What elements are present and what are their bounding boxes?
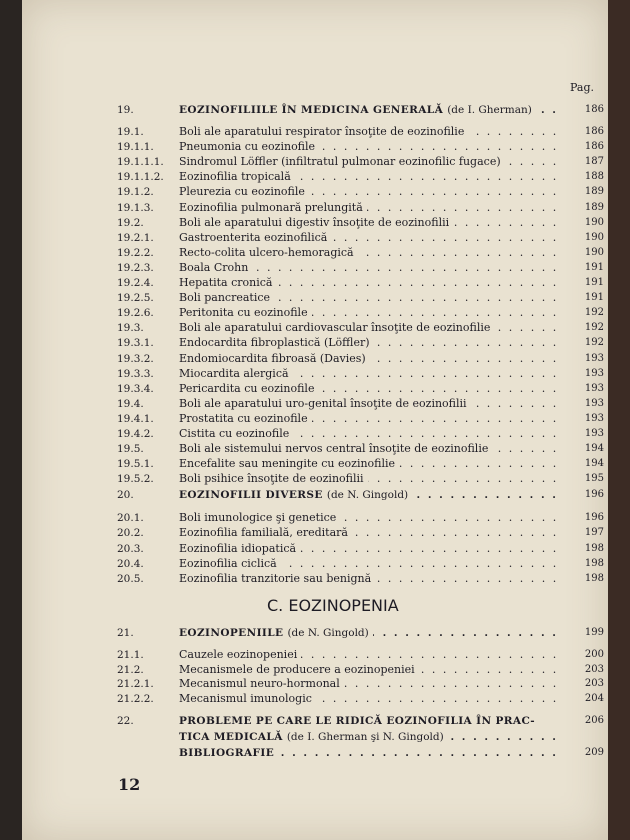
toc-entry [117,571,604,587]
toc-entry [117,184,604,200]
entry-title: Eozinofilia tropicală [179,170,295,183]
entry-title: Miocardita alergică [179,367,293,380]
page-number: 193 [584,428,604,439]
toc-entry [117,139,604,155]
page-number: 203 [584,678,604,689]
entry-number: 21.2.2. [117,692,154,705]
toc-entry [117,245,604,261]
page-number: 197 [584,527,604,539]
entry-title: Eozinofilia pulmonară prelungită [179,201,367,214]
toc-entry [117,169,604,185]
entry-title: Pleurezia cu eozinofile [179,185,309,198]
section-heading: C. EOZINOPENIA [267,596,399,615]
chapter-title-line1: PROBLEME PE CARE LE RIDICĂ EOZINOFILIA ÎN PRAC- [179,715,535,727]
page-number: 189 [584,201,604,213]
entry-title: Peritonita cu eozinofile [179,306,312,319]
toc-entry [117,556,604,572]
entry-title: Eozinofilia ciclică [179,557,281,570]
chapter-number: 20. [117,489,134,501]
entry-title: Pericardita cu eozinofile [179,382,318,395]
toc-entry [117,215,604,231]
toc-entry [117,154,604,170]
bibliography-title: BIBLIOGRAFIE [179,747,278,759]
entry-number: 21.2. [117,663,144,676]
toc-entry [117,541,604,557]
page-number: 200 [584,649,604,660]
toc-chapter-21 [117,625,604,641]
entry-title: Encefalite sau meningite cu eozinofilie [179,457,399,470]
entry-title: Boli imunologice şi genetice [179,511,340,524]
entry-title: Boala Crohn [179,261,252,274]
entry-title: Boli ale sistemului nervos central însoţite de eozinofilie [179,442,492,455]
page-number: 196 [584,512,604,523]
toc-entry [117,396,604,412]
entry-number: 19.5. [117,443,144,456]
entry-title: Boli ale aparatului uro-genital însoţite de eozinofilii [179,397,471,410]
toc-chapter-22 [117,713,604,745]
toc-entry [117,471,604,487]
entry-number: 19.1.1.2. [117,171,164,184]
entry-number: 19.4. [117,397,144,410]
entry-title: Eozinofilia tranzitorie sau benignă [179,572,375,585]
page-number: 195 [584,473,604,485]
entry-title: Gastroenterita eozinofilică [179,231,331,244]
page-number: 198 [584,542,604,554]
toc-entry [117,200,604,216]
page-number: 191 [584,292,604,304]
entry-number: 19.3. [117,322,144,335]
toc-entry [117,290,604,306]
toc-bibliography [117,745,604,761]
page-number: 198 [584,557,604,569]
chapter-author: (de N. Gingold) [326,489,409,501]
entry-number: 19.1.1.1. [117,156,164,169]
page-number: 186 [584,126,604,137]
page-number: 192 [584,337,604,349]
chapter-title-line2: TICA MEDICALĂ [179,731,283,743]
toc-entry [117,320,604,336]
entry-title: Boli pancreatice [179,291,274,304]
entry-number: 19.1.1. [117,141,154,154]
page-number: 191 [584,277,604,288]
entry-number: 20.2. [117,527,144,540]
entry-number: 19.3.2. [117,352,154,365]
page-column-label: Pag. [570,81,595,94]
entry-title: Endocardita fibroplastică (Löffler) [179,336,374,349]
entry-title: Cistita cu eozinofile [179,427,293,440]
page-number: 186 [584,104,604,115]
page-number: 192 [584,307,604,319]
chapter-author: (de I. Gherman) [447,104,532,116]
page-number: 190 [584,231,604,243]
entry-number: 20.4. [117,557,144,570]
page-number: 209 [584,747,604,758]
page-number: 186 [584,141,604,153]
entry-number: 19.5.1. [117,458,154,471]
page-number: 188 [584,171,604,183]
folio-page-number: 12 [118,775,141,794]
page-number: 194 [584,458,604,470]
chapter-author: (de I. Gherman şi N. Gingold) [286,731,444,743]
toc-entry [117,124,604,140]
entry-number: 19.2.4. [117,277,154,289]
page-number: 199 [584,627,604,638]
page-number: 192 [584,322,604,334]
entry-title: Mecanismul imunologic [179,692,316,705]
entry-number: 21.2.1. [117,678,154,690]
entry-number: 19.1.2. [117,186,154,199]
page-number: 194 [584,443,604,455]
page-number: 206 [584,715,604,726]
toc-chapter-19 [117,102,604,118]
page-number: 191 [584,261,604,273]
page-number: 193 [584,367,604,379]
entry-title: Sindromul Löffler (infiltratul pulmonar eozinofilic fugace) [179,155,505,168]
entry-title: Boli ale aparatului cardiovascular însoţite de eozinofilie [179,321,494,334]
toc-entry [117,456,604,472]
entry-number: 20.5. [117,573,144,586]
entry-number: 19.4.2. [117,428,154,440]
entry-title: Boli psihice însoţite de eozinofilii [179,472,368,485]
chapter-author: (de N. Gingold) [287,627,369,639]
entry-title: Recto-colita ulcero-hemoragică [179,246,358,259]
entry-number: 19.4.1. [117,412,154,425]
page-number: 193 [584,352,604,364]
entry-title: Hepatita cronică [179,276,276,289]
entry-title: Prostatita cu eozinofile [179,412,312,425]
entry-title: Eozinofilia familială, ereditară [179,526,352,539]
chapter-title: EOZINOFILII DIVERSE [179,489,323,501]
chapter-title: EOZINOFILIILE ÎN MEDICINA GENERALĂ [179,104,444,116]
entry-number: 19.1. [117,126,144,138]
toc-entry [117,366,604,382]
toc-entry [117,525,604,541]
entry-number: 19.1.3. [117,201,154,214]
page-number: 190 [584,246,604,258]
entry-number: 19.2.6. [117,307,154,320]
toc-entry [117,351,604,367]
chapter-number: 21. [117,627,134,639]
chapter-title: EOZINOPENIILE [179,627,284,639]
chapter-number: 19. [117,104,134,116]
toc-entry [117,230,604,246]
entry-title: Boli ale aparatului digestiv însoţite de eozinofilii [179,216,453,229]
entry-number: 19.2.3. [117,261,154,274]
entry-number: 19.2. [117,216,144,229]
entry-number: 19.3.3. [117,367,154,380]
entry-number: 20.1. [117,512,144,524]
entry-title: Mecanismul neuro-hormonal [179,677,344,690]
toc-chapter-20 [117,487,604,503]
entry-number: 19.2.2. [117,246,154,259]
entry-title: Boli ale aparatului respirator însoţite de eozinofilie [179,125,468,138]
page-number: 193 [584,382,604,394]
toc-entry [117,411,604,427]
page-number: 190 [584,216,604,228]
page-number: 187 [584,156,604,168]
entry-title: Mecanismele de producere a eozinopeniei [179,663,419,676]
page-number: 203 [584,663,604,675]
entry-title: Eozinofilia idiopatică [179,542,300,555]
toc-entry [117,426,604,442]
page-number: 193 [584,412,604,424]
entry-number: 19.3.1. [117,337,154,350]
entry-number: 20.3. [117,542,144,555]
toc-entry [117,441,604,457]
page-number: 193 [584,397,604,409]
book-spine [608,0,630,840]
entry-number: 19.2.1. [117,231,154,244]
toc-entry [117,305,604,321]
toc-entry [117,691,604,707]
toc-entry [117,275,604,291]
page-number: 204 [584,692,604,704]
toc-entry [117,335,604,351]
entry-number: 19.3.4. [117,382,154,395]
toc-entry [117,260,604,276]
toc-entry [117,510,604,526]
entry-number: 19.2.5. [117,292,154,305]
book-page [22,0,608,840]
page-number: 189 [584,186,604,198]
page-number: 198 [584,573,604,585]
entry-title: Pneumonia cu eozinofile [179,140,319,153]
entry-number: 21.1. [117,649,144,661]
entry-title: Cauzele eozinopeniei [179,648,301,661]
toc-entry [117,381,604,397]
page-number: 196 [584,489,604,500]
chapter-number: 22. [117,715,134,727]
entry-title: Endomiocardita fibroasă (Davies) [179,352,370,365]
entry-number: 19.5.2. [117,473,154,486]
